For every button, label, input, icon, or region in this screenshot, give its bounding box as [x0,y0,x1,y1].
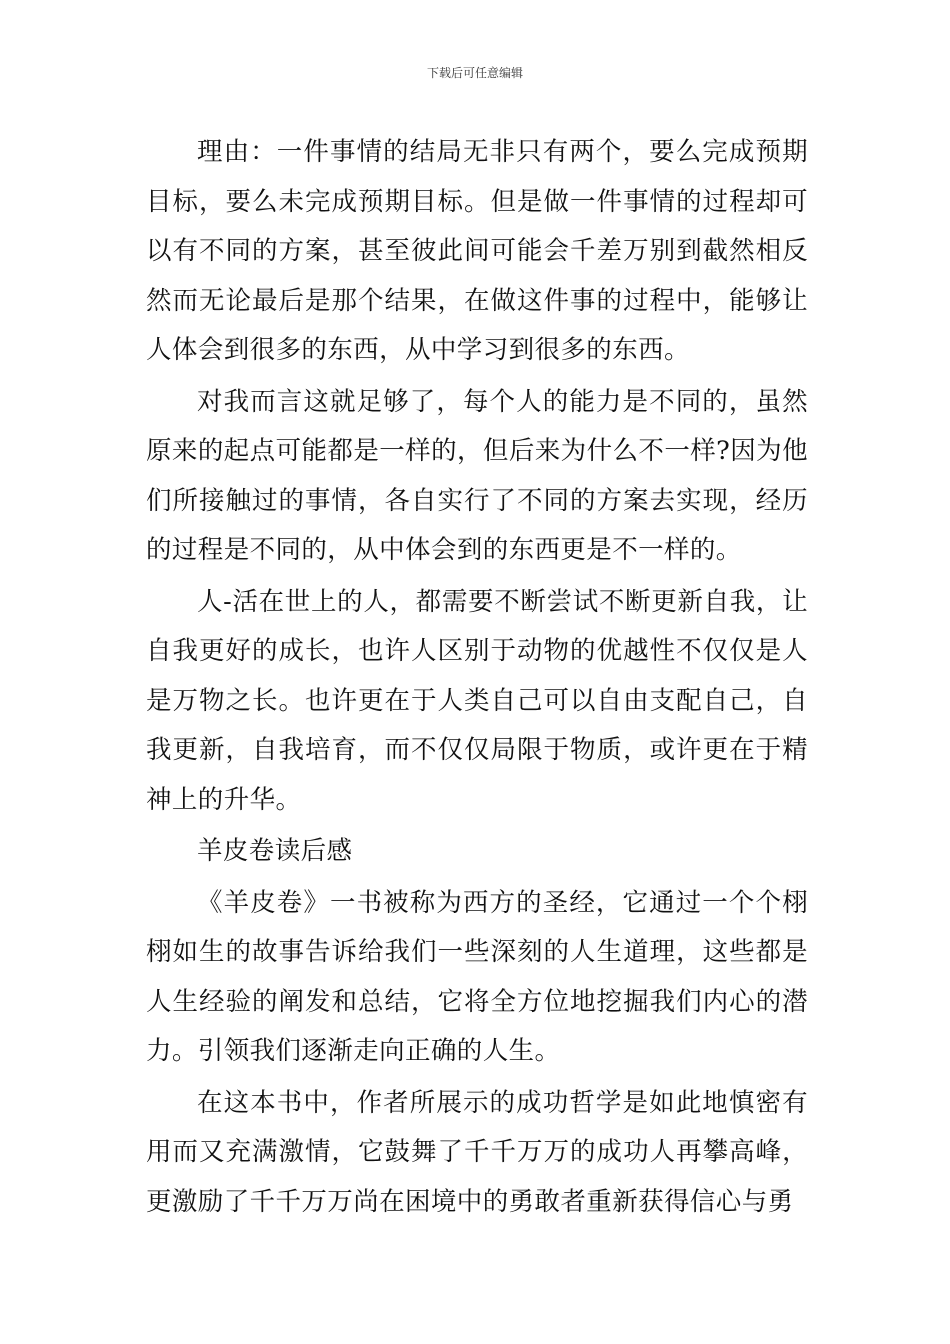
body-text [146,128,808,1229]
paragraph-success-philosophy: 在这本书中，作者所展示的成功哲学是如此地慎密有用而又充满激情，它鼓舞了千千万万的成功人再攀高峰，更激励了千千万万尚在困境中的勇敢者重新获得信心与勇 [146,1087,808,1217]
paragraph-book-intro: 《羊皮卷》一书被称为西方的圣经，它通过一个个栩栩如生的故事告诉给我们一些深刻的人生道理，这些都是人生经验的阐发和总结，它将全方位地挖掘我们内心的潜力。引领我们逐渐走向正确的人生。 [146,887,808,1066]
paragraph-ability: 对我而言这就足够了，每个人的能力是不同的，虽然原来的起点可能都是一样的，但后来为什么不一样?因为他们所接触过的事情，各自实行了不同的方案去实现，经历的过程是不同的，从中体会到的东西更是不一样的。 [146,386,808,565]
paragraph-reason: 理由：一件事情的结局无非只有两个，要么完成预期目标，要么未完成预期目标。但是做一件事情的过程却可以有不同的方案，甚至彼此间可能会千差万别到截然相反然而无论最后是那个结果，在做这件事的过程中，能够让人体会到很多的东西，从中学习到很多的东西。 [146,137,808,365]
paragraph-self-renewal: 人-活在世上的人，都需要不断尝试不断更新自我，让自我更好的成长，也许人区别于动物的优越性不仅仅是人是万物之长。也许更在于人类自己可以自由支配自己，自我更新，自我培育，而不仅仅局限于物质，或许更在于精神上的升华。 [146,586,808,815]
section-title: 羊皮卷读后感 [197,836,353,866]
page-header: 下载后可任意编辑 [426,66,523,80]
